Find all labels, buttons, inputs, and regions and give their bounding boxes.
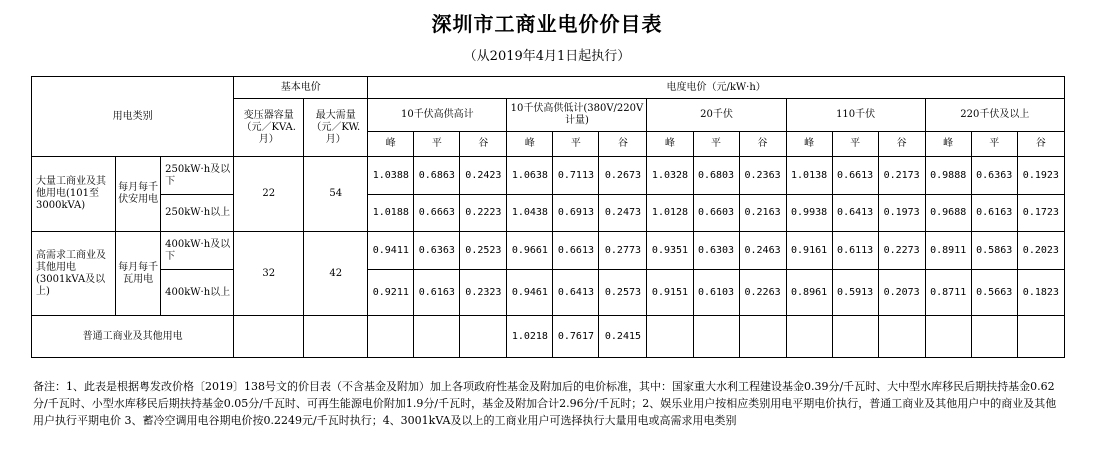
price-cell: 0.6863 <box>414 157 460 195</box>
period-header: 谷 <box>599 132 647 157</box>
table-row <box>32 232 1065 270</box>
price-cell <box>368 316 414 358</box>
price-cell: 0.6103 <box>693 270 739 316</box>
price-cell: 0.9461 <box>507 270 553 316</box>
price-cell: 1.0638 <box>507 157 553 195</box>
price-cell: 0.2173 <box>878 157 925 195</box>
price-cell <box>971 316 1017 358</box>
price-cell: 0.8961 <box>786 270 832 316</box>
price-cell: 1.0438 <box>507 195 553 232</box>
table-row <box>32 270 1065 316</box>
price-cell <box>878 316 925 358</box>
price-cell: 0.2163 <box>739 195 786 232</box>
price-cell: 0.5863 <box>971 232 1017 270</box>
price-cell <box>414 316 460 358</box>
max-demand-price <box>304 316 368 358</box>
price-cell: 0.6113 <box>832 232 878 270</box>
price-cell: 1.0188 <box>368 195 414 232</box>
period-header: 平 <box>553 132 599 157</box>
period-header: 峰 <box>786 132 832 157</box>
price-cell <box>460 316 507 358</box>
price-cell: 0.6603 <box>693 195 739 232</box>
table-row <box>32 195 1065 232</box>
price-cell: 0.7113 <box>553 157 599 195</box>
price-cell: 0.1973 <box>878 195 925 232</box>
price-cell: 1.0328 <box>647 157 693 195</box>
period-header: 平 <box>414 132 460 157</box>
price-cell: 0.9351 <box>647 232 693 270</box>
price-cell <box>786 316 832 358</box>
usage-range: 400kW·h及以下 <box>161 232 234 270</box>
period-header: 平 <box>832 132 878 157</box>
usage-range: 250kW·h及以下 <box>161 157 234 195</box>
price-cell: 0.9211 <box>368 270 414 316</box>
voltage-header: 110千伏 <box>786 99 925 132</box>
price-cell: 0.2773 <box>599 232 647 270</box>
price-cell: 0.9151 <box>647 270 693 316</box>
price-cell: 0.2423 <box>460 157 507 195</box>
price-cell: 0.9661 <box>507 232 553 270</box>
period-header: 峰 <box>647 132 693 157</box>
price-cell: 0.7617 <box>553 316 599 358</box>
category-header: 用电类别 <box>32 77 234 157</box>
period-header: 谷 <box>1017 132 1064 157</box>
price-cell: 0.9411 <box>368 232 414 270</box>
max-demand-price: 54 <box>304 157 368 232</box>
price-cell: 0.6613 <box>832 157 878 195</box>
price-cell: 0.2415 <box>599 316 647 358</box>
price-cell: 0.6613 <box>553 232 599 270</box>
price-cell: 0.6163 <box>414 270 460 316</box>
price-cell <box>1017 316 1064 358</box>
price-cell: 0.6913 <box>553 195 599 232</box>
price-cell <box>693 316 739 358</box>
price-cell: 0.2473 <box>599 195 647 232</box>
price-cell: 0.2463 <box>739 232 786 270</box>
price-cell: 1.0388 <box>368 157 414 195</box>
category-name: 普通工商业及其他用电 <box>32 316 234 358</box>
page-title: 深圳市工商业电价价目表 <box>431 12 663 36</box>
category-name: 高需求工商业及其他用电(3001kVA及以上) <box>32 232 116 316</box>
price-cell: 0.2523 <box>460 232 507 270</box>
voltage-header: 20千伏 <box>647 99 786 132</box>
period-header: 谷 <box>878 132 925 157</box>
price-cell: 0.2073 <box>878 270 925 316</box>
table-row <box>32 157 1065 195</box>
price-cell: 0.6413 <box>553 270 599 316</box>
price-cell: 0.6303 <box>693 232 739 270</box>
price-cell: 0.9688 <box>925 195 971 232</box>
price-cell: 0.2263 <box>739 270 786 316</box>
period-header: 平 <box>693 132 739 157</box>
price-cell: 0.1823 <box>1017 270 1064 316</box>
period-header: 峰 <box>368 132 414 157</box>
price-cell <box>647 316 693 358</box>
price-cell: 0.2223 <box>460 195 507 232</box>
price-cell: 0.2573 <box>599 270 647 316</box>
price-cell <box>832 316 878 358</box>
basic-price-header: 基本电价 <box>234 77 368 99</box>
header-row-1 <box>32 77 1065 99</box>
price-cell: 1.0128 <box>647 195 693 232</box>
notes: 备注：1、此表是根据粤发改价格〔2019〕138号文的价目表（不含基金及附加）加上各项政府性基金及附加后的电价标准，其中：国家重大水利工程建设基金0.39分/千瓦时、大中型水库移民后期扶持基金0.62分/千瓦时、小型水库移民后期扶持基金0.05分/千瓦时、可再生能源电价附加1.9分/千瓦时，基金及附加合计2.96分/千瓦时；2、娱乐业用户按相应类别用电平期电价执行，普通工商业及其他用户中的商业及其他用户执行平期电价 3、蓄冷空调用电谷期电价按0.2249元/千瓦时执行；4、3001kVA及以上的工商业用户可选择执行大量用电或高需求用电类别 <box>33 380 1057 427</box>
price-cell: 0.6363 <box>414 232 460 270</box>
table-row <box>32 316 1065 358</box>
price-cell <box>925 316 971 358</box>
max-demand-price: 42 <box>304 232 368 316</box>
transformer-price: 22 <box>234 157 304 232</box>
category-name: 大量工商业及其他用电(101至3000kVA) <box>32 157 116 232</box>
price-cell: 1.0138 <box>786 157 832 195</box>
voltage-header: 220千伏及以上 <box>925 99 1064 132</box>
price-cell: 0.5913 <box>832 270 878 316</box>
page-subtitle: （从2019年4月1日起执行） <box>463 49 631 64</box>
price-cell <box>739 316 786 358</box>
price-cell: 1.0218 <box>507 316 553 358</box>
price-cell: 0.8711 <box>925 270 971 316</box>
price-cell: 0.1723 <box>1017 195 1064 232</box>
price-cell: 0.6413 <box>832 195 878 232</box>
price-cell: 0.1923 <box>1017 157 1064 195</box>
price-cell: 0.2023 <box>1017 232 1064 270</box>
price-cell: 0.6363 <box>971 157 1017 195</box>
period-header: 平 <box>971 132 1017 157</box>
category-sub: 每月每千瓦用电 <box>116 232 161 316</box>
period-header: 谷 <box>739 132 786 157</box>
transformer-price: 32 <box>234 232 304 316</box>
price-cell: 0.2273 <box>878 232 925 270</box>
price-cell: 0.9161 <box>786 232 832 270</box>
price-cell: 0.8911 <box>925 232 971 270</box>
usage-range: 250kW·h以上 <box>161 195 234 232</box>
period-header: 峰 <box>507 132 553 157</box>
transformer-price <box>234 316 304 358</box>
category-sub: 每月每千伏安用电 <box>116 157 161 232</box>
price-cell: 0.6663 <box>414 195 460 232</box>
voltage-header: 10千伏高供低计(380V/220V计量) <box>507 99 647 132</box>
transformer-capacity-header: 变压器容量（元／KVA.月） <box>234 99 304 157</box>
voltage-header: 10千伏高供高计 <box>368 99 507 132</box>
price-cell: 0.9888 <box>925 157 971 195</box>
usage-range: 400kW·h以上 <box>161 270 234 316</box>
energy-price-header: 电度电价（元/kW·h） <box>368 77 1065 99</box>
price-cell: 0.2323 <box>460 270 507 316</box>
period-header: 峰 <box>925 132 971 157</box>
price-cell: 0.9938 <box>786 195 832 232</box>
price-cell: 0.5663 <box>971 270 1017 316</box>
max-demand-header: 最大需量（元／KW.月） <box>304 99 368 157</box>
price-table <box>31 76 1065 358</box>
period-header: 谷 <box>460 132 507 157</box>
price-cell: 0.2363 <box>739 157 786 195</box>
price-cell: 0.2673 <box>599 157 647 195</box>
price-cell: 0.6163 <box>971 195 1017 232</box>
price-cell: 0.6803 <box>693 157 739 195</box>
